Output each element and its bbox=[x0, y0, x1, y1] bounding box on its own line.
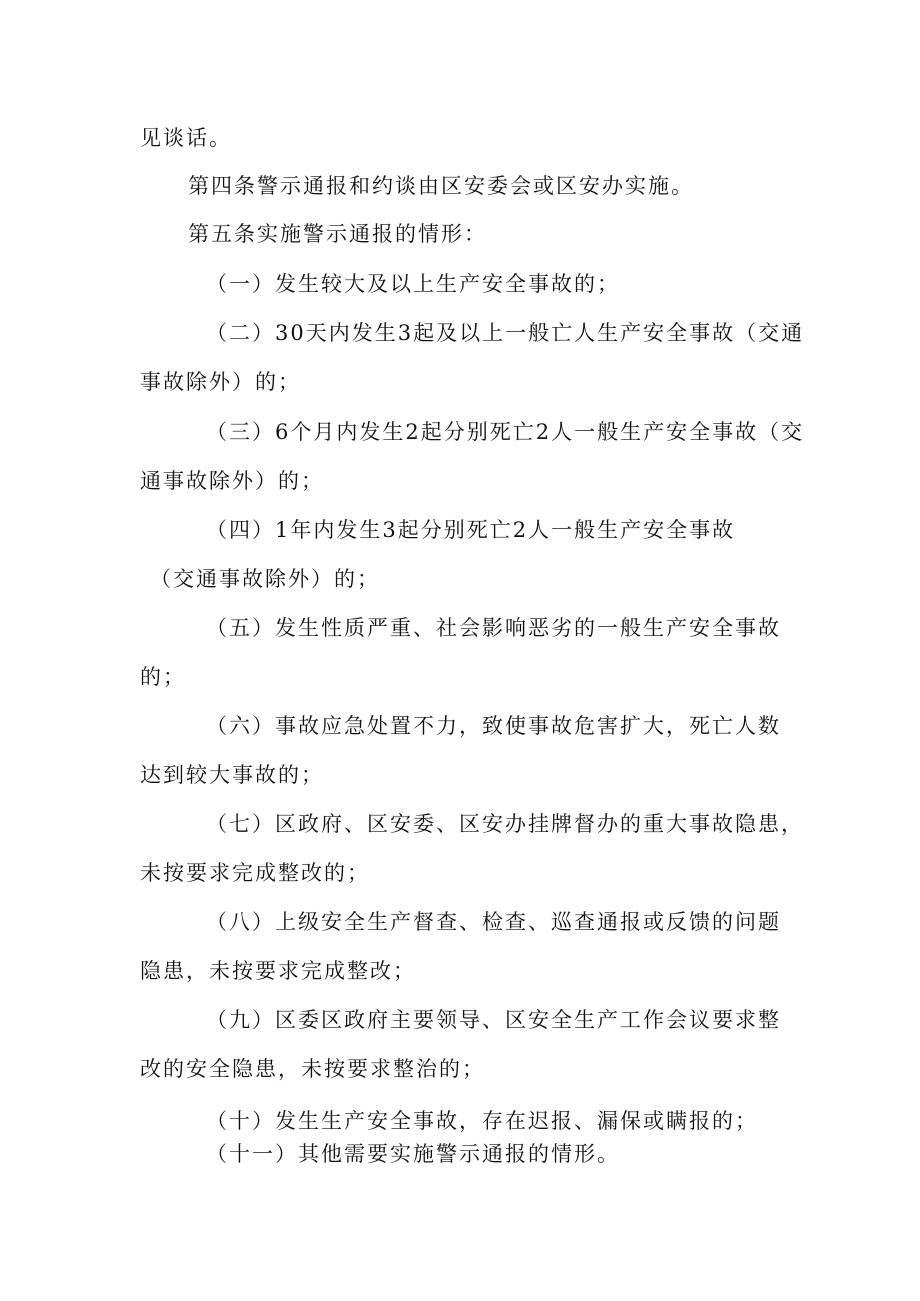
item-5: （五）发生性质严重、社会影响恶劣的一般生产安全事故 bbox=[206, 616, 781, 640]
item-4-continuation: （交通事故除外）的； bbox=[150, 567, 380, 591]
article-5: 第五条实施警示通报的情形： bbox=[188, 222, 487, 246]
item-8: （八）上级安全生产督查、检查、巡查通报或反馈的问题 bbox=[206, 910, 781, 934]
item-4: （四）1年内发生3起分别死亡2人一般生产安全事故 bbox=[206, 518, 736, 542]
item-2-continuation: 事故除外）的； bbox=[140, 370, 301, 394]
item-6: （六）事故应急处置不力，致使事故危害扩大，死亡人数 bbox=[206, 714, 781, 738]
item-9-continuation: 改的安全隐患，未按要求整治的； bbox=[140, 1057, 485, 1081]
item-10: （十）发生生产安全事故，存在迟报、漏保或瞒报的； bbox=[206, 1109, 758, 1133]
item-3: （三）6个月内发生2起分别死亡2人一般生产安全事故（交 bbox=[206, 420, 805, 444]
item-7-continuation: 未按要求完成整改的； bbox=[140, 861, 370, 885]
item-9: （九）区委区政府主要领导、区安全生产工作会议要求整 bbox=[206, 1008, 781, 1032]
item-7: （七）区政府、区安委、区安办挂牌督办的重大事故隐患， bbox=[206, 812, 804, 836]
article-4: 第四条警示通报和约谈由区安委会或区安办实施。 bbox=[188, 174, 694, 198]
item-6-continuation: 达到较大事故的； bbox=[140, 763, 324, 787]
item-2: （二）30天内发生3起及以上一般亡人生产安全事故（交通 bbox=[206, 321, 805, 345]
item-1: （一）发生较大及以上生产安全事故的； bbox=[206, 272, 620, 296]
text-line-continuation: 见谈话。 bbox=[140, 126, 232, 150]
item-5-continuation: 的； bbox=[140, 665, 186, 689]
item-11: （十一）其他需要实施警示通报的情形。 bbox=[206, 1142, 620, 1166]
item-3-continuation: 通事故除外）的； bbox=[140, 469, 324, 493]
item-8-continuation: 隐患，未按要求完成整改； bbox=[140, 959, 416, 983]
